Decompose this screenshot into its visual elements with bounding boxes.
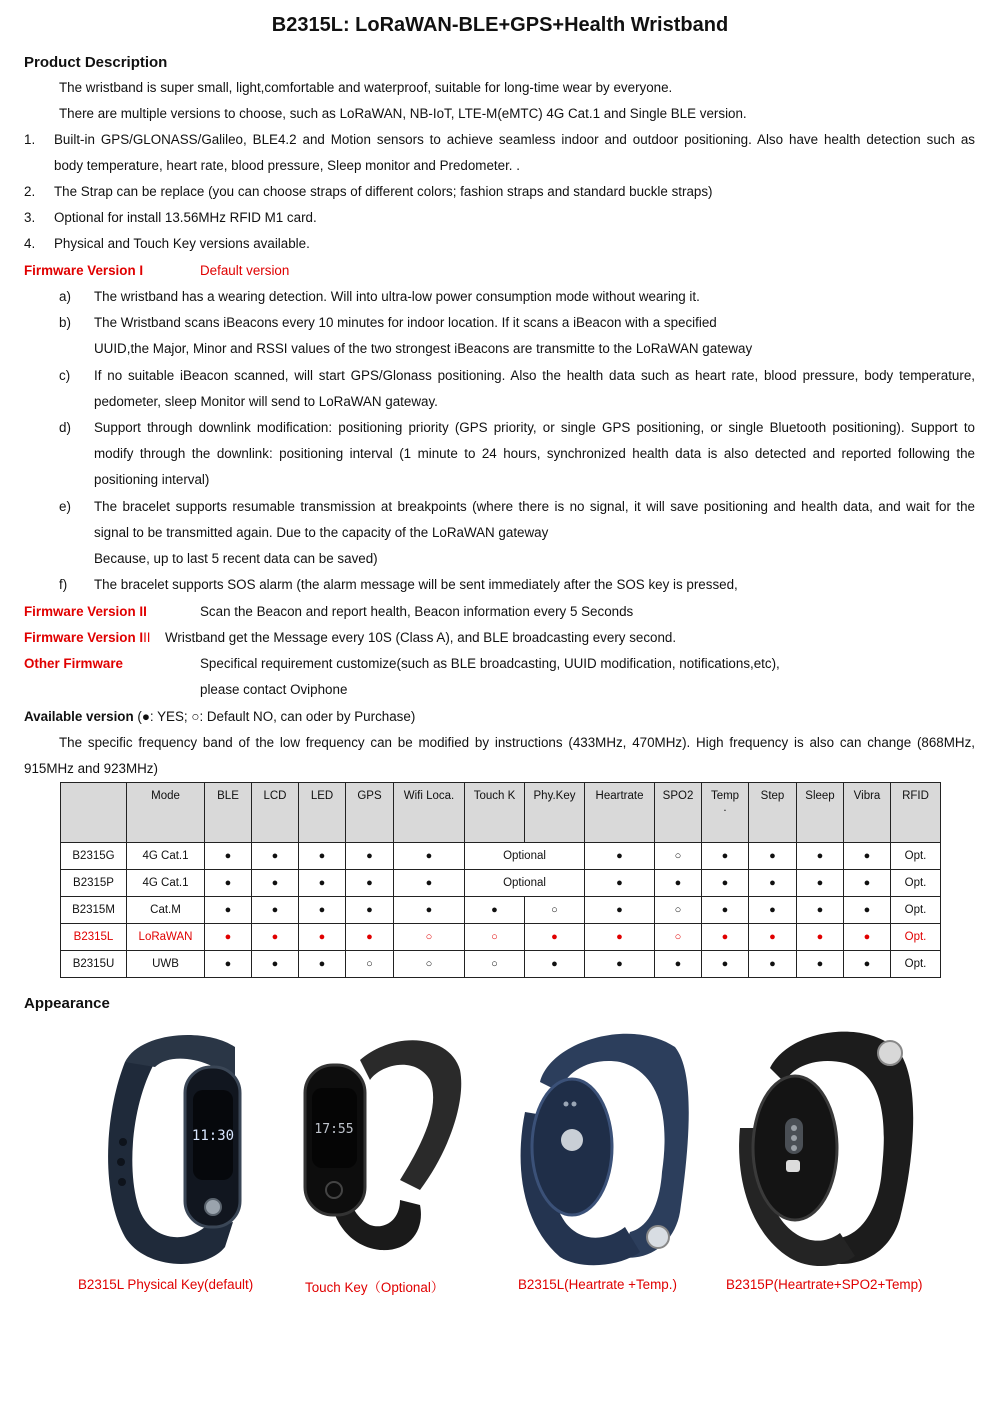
table-cell-mode: 4G Cat.1 — [127, 870, 205, 897]
product-caption: Touch Key（Optional） — [305, 1280, 445, 1295]
table-header-cell: GPS — [346, 783, 394, 843]
table-cell: ● — [525, 924, 585, 951]
firmware-2-label: Firmware Version II — [24, 604, 147, 619]
table-cell: ● — [346, 870, 394, 897]
intro-line-1: The wristband is super small, light,comfortable and waterproof, suitable for long-time wear by everyone. — [59, 80, 673, 95]
table-cell-model: B2315L — [61, 924, 127, 951]
table-cell: ● — [252, 870, 299, 897]
table-cell: ○ — [346, 951, 394, 978]
product-description-heading: Product Description — [24, 54, 168, 71]
table-cell: ● — [394, 843, 465, 870]
table-cell-model: B2315P — [61, 870, 127, 897]
table-cell-model: B2315U — [61, 951, 127, 978]
table-cell: ● — [205, 843, 252, 870]
table-cell: ● — [346, 897, 394, 924]
table-header-cell — [61, 783, 127, 843]
table-cell: ● — [205, 951, 252, 978]
table-cell-mode: Cat.M — [127, 897, 205, 924]
table-cell: ● — [252, 924, 299, 951]
firmware-1-note: Default version — [200, 263, 290, 278]
table-row — [61, 870, 941, 897]
table-header-cell: Mode — [127, 783, 205, 843]
fw1-d-line-1: Support through downlink modification: positioning priority (GPS priority, or single GPS positioning, or single Bluetooth positioning). Support to — [94, 420, 975, 435]
table-row — [61, 951, 941, 978]
table-header-cell: LED — [299, 783, 346, 843]
table-cell-mode: UWB — [127, 951, 205, 978]
table-cell: ● — [797, 870, 844, 897]
table-cell: ● — [844, 843, 891, 870]
table-header-cell: Touch K — [465, 783, 525, 843]
table-cell: ● — [299, 897, 346, 924]
item-letter: e) — [59, 499, 71, 514]
fw1-d-line-2: modify through the downlink: positioning interval (1 minute to 24 hours, synchronized health data is also detected and reported following the — [94, 446, 975, 461]
table-cell: ● — [252, 843, 299, 870]
frequency-line-1: The specific frequency band of the low frequency can be modified by instructions (433MHz, 470MHz). High frequency is also can change (868MHz, — [59, 735, 975, 750]
table-cell: ○ — [465, 924, 525, 951]
table-cell: ● — [252, 951, 299, 978]
firmware-3-label-plain: II — [143, 630, 151, 645]
heartrate-sensor-icon — [561, 1129, 583, 1151]
table-cell: ● — [797, 951, 844, 978]
table-cell: ● — [749, 870, 797, 897]
table-cell-mode: 4G Cat.1 — [127, 843, 205, 870]
firmware-1-label: Firmware Version I — [24, 263, 144, 278]
table-header-cell: Vibra — [844, 783, 891, 843]
table-cell: ● — [749, 924, 797, 951]
table-cell: ● — [299, 951, 346, 978]
table-cell: ● — [585, 951, 655, 978]
table-row — [61, 924, 941, 951]
fw1-c-line-1: If no suitable iBeacon scanned, will start GPS/Glonass positioning. Also the health data such as heart rate, blood pressure, body temperature, — [94, 368, 975, 383]
other-firmware-line-1: Specifical requirement customize(such as BLE broadcasting, UUID modification, notifications,etc), — [200, 656, 780, 671]
item-letter: d) — [59, 420, 71, 435]
table-cell: ● — [797, 924, 844, 951]
table-cell: ● — [655, 870, 702, 897]
table-header-cell-temp — [702, 783, 749, 843]
table-cell: Opt. — [891, 924, 941, 951]
table-cell: ● — [585, 924, 655, 951]
wristband-heartrate-spo2-temp-image — [730, 1018, 920, 1273]
item-letter: c) — [59, 368, 71, 383]
table-cell: ● — [346, 843, 394, 870]
firmware-3-label-bold: Firmware Version I — [24, 630, 144, 645]
table-header-row — [61, 783, 941, 843]
table-cell: ● — [585, 897, 655, 924]
item-letter: b) — [59, 315, 71, 330]
item-letter: a) — [59, 289, 71, 304]
version-table — [60, 782, 941, 978]
table-cell: ● — [394, 870, 465, 897]
table-cell: Opt. — [891, 897, 941, 924]
table-cell: ● — [465, 897, 525, 924]
table-cell: ● — [585, 843, 655, 870]
table-cell: ○ — [655, 843, 702, 870]
item-3-line-1: Optional for install 13.56MHz RFID M1 card. — [54, 210, 317, 225]
firmware-3-label — [24, 630, 151, 646]
fw1-b-line-1: The Wristband scans iBeacons every 10 minutes for indoor location. If it scans a iBeacon with a specified — [94, 315, 717, 330]
table-cell: ● — [299, 843, 346, 870]
table-cell: ○ — [465, 951, 525, 978]
table-header-cell: RFID — [891, 783, 941, 843]
table-cell: Opt. — [891, 870, 941, 897]
table-cell: ○ — [394, 924, 465, 951]
fw1-c-line-2: pedometer, sleep Monitor will send to LoRaWAN gateway. — [94, 394, 438, 409]
fw1-a-line-1: The wristband has a wearing detection. Will into ultra-low power consumption mode without wearing it. — [94, 289, 700, 304]
table-header-cell: Phy.Key — [525, 783, 585, 843]
fw1-b-line-2: UUID,the Major, Minor and RSSI values of the two strongest iBeacons are transmitte to the LoRaWAN gateway — [94, 341, 753, 356]
table-row — [61, 897, 941, 924]
item-1-line-1: Built-in GPS/GLONASS/Galileo, BLE4.2 and Motion sensors to achieve seamless indoor and outdoor positioning. Also have health detection such as — [54, 132, 975, 147]
table-cell: ● — [749, 843, 797, 870]
item-number: 4. — [24, 236, 36, 251]
table-cell: ● — [797, 843, 844, 870]
table-cell: ● — [525, 951, 585, 978]
table-cell-model: B2315M — [61, 897, 127, 924]
table-cell: ● — [346, 924, 394, 951]
product-caption: B2315L(Heartrate +Temp.) — [518, 1277, 677, 1292]
product-caption: B2315L Physical Key(default) — [78, 1277, 254, 1292]
band-buckle-icon — [878, 1041, 902, 1065]
table-cell: ● — [702, 897, 749, 924]
table-cell: ● — [299, 924, 346, 951]
table-cell: Optional — [465, 870, 585, 897]
item-letter: f) — [59, 577, 68, 592]
fw1-f-line-1: The bracelet supports SOS alarm (the alarm message will be sent immediately after the SOS key is pressed, — [94, 577, 738, 592]
table-cell: ● — [299, 870, 346, 897]
wristband-heartrate-temp-image — [510, 1022, 700, 1272]
available-version-heading: Available version — [24, 709, 134, 724]
physical-key-button-icon — [205, 1199, 221, 1215]
table-cell: ● — [797, 897, 844, 924]
table-header-cell: BLE — [205, 783, 252, 843]
band-screen-time: 11:30 — [191, 1128, 235, 1144]
fw1-d-line-3: positioning interval) — [94, 472, 210, 487]
other-firmware-label: Other Firmware — [24, 656, 123, 671]
table-header-cell: Wifi Loca. — [394, 783, 465, 843]
temp-header-sub: . — [723, 802, 727, 814]
temp-header-label: Temp — [710, 790, 740, 802]
table-cell: ● — [585, 870, 655, 897]
frequency-line-2: 915MHz and 923MHz) — [24, 761, 158, 776]
table-cell: ○ — [525, 897, 585, 924]
item-number: 2. — [24, 184, 36, 199]
table-cell: ● — [749, 897, 797, 924]
table-cell: ● — [252, 897, 299, 924]
table-cell: ● — [205, 924, 252, 951]
table-cell: ● — [205, 897, 252, 924]
table-cell: ● — [844, 951, 891, 978]
table-cell: Opt. — [891, 843, 941, 870]
table-cell: ○ — [394, 951, 465, 978]
table-cell: ● — [205, 870, 252, 897]
appearance-heading: Appearance — [24, 995, 110, 1012]
table-header-cell: Sleep — [797, 783, 844, 843]
table-cell: ● — [844, 870, 891, 897]
wristband-touch-key-image — [300, 1030, 470, 1260]
item-1-line-2: body temperature, heart rate, blood pressure, Sleep monitor and Predometer. . — [54, 158, 520, 173]
fw1-e-line-1: The bracelet supports resumable transmission at breakpoints (where there is no signal, it will save positioning and health data, and wait for the — [94, 499, 975, 514]
table-cell: ● — [394, 897, 465, 924]
item-number: 3. — [24, 210, 36, 225]
table-cell: ● — [844, 924, 891, 951]
fw1-e-line-3: Because, up to last 5 recent data can be saved) — [94, 551, 378, 566]
page-title: B2315L: LoRaWAN-BLE+GPS+Health Wristband — [271, 14, 729, 36]
table-cell-mode: LoRaWAN — [127, 924, 205, 951]
table-cell-model: B2315G — [61, 843, 127, 870]
band-buckle-icon — [647, 1226, 669, 1248]
available-version-legend: (●: YES; ○: Default NO, can oder by Purchase) — [133, 709, 416, 724]
table-header-cell: LCD — [252, 783, 299, 843]
table-header-cell: SPO2 — [655, 783, 702, 843]
firmware-2-text: Scan the Beacon and report health, Beacon information every 5 Seconds — [200, 604, 634, 619]
item-number: 1. — [24, 132, 36, 147]
table-cell: ○ — [655, 897, 702, 924]
band-screen-time: 17:55 — [314, 1122, 354, 1137]
table-cell: Optional — [465, 843, 585, 870]
intro-line-2: There are multiple versions to choose, such as LoRaWAN, NB-IoT, LTE-M(eMTC) 4G Cat.1 and Single BLE version. — [59, 106, 747, 121]
table-cell: ● — [749, 951, 797, 978]
table-cell: ● — [702, 924, 749, 951]
table-cell: ● — [702, 843, 749, 870]
fw1-e-line-2: signal to be transmitted again. Due to the capacity of the LoRaWAN gateway — [94, 525, 549, 540]
wristband-physical-key-image — [85, 1022, 255, 1272]
table-body — [61, 843, 941, 978]
other-firmware-line-2: please contact Oviphone — [200, 682, 348, 697]
item-4-line-1: Physical and Touch Key versions available. — [54, 236, 310, 251]
firmware-3-text: Wristband get the Message every 10S (Class A), and BLE broadcasting every second. — [165, 630, 677, 645]
table-header-cell: Heartrate — [585, 783, 655, 843]
table-header-cell: Step — [749, 783, 797, 843]
table-cell: Opt. — [891, 951, 941, 978]
table-cell: ○ — [655, 924, 702, 951]
table-cell: ● — [844, 897, 891, 924]
table-cell: ● — [702, 870, 749, 897]
available-version-line — [24, 709, 415, 725]
table-cell: ● — [702, 951, 749, 978]
table-cell: ● — [655, 951, 702, 978]
product-caption: B2315P(Heartrate+SPO2+Temp) — [726, 1277, 923, 1292]
table-row — [61, 843, 941, 870]
item-2-line-1: The Strap can be replace (you can choose straps of different colors; fashion straps and standard buckle straps) — [54, 184, 713, 199]
